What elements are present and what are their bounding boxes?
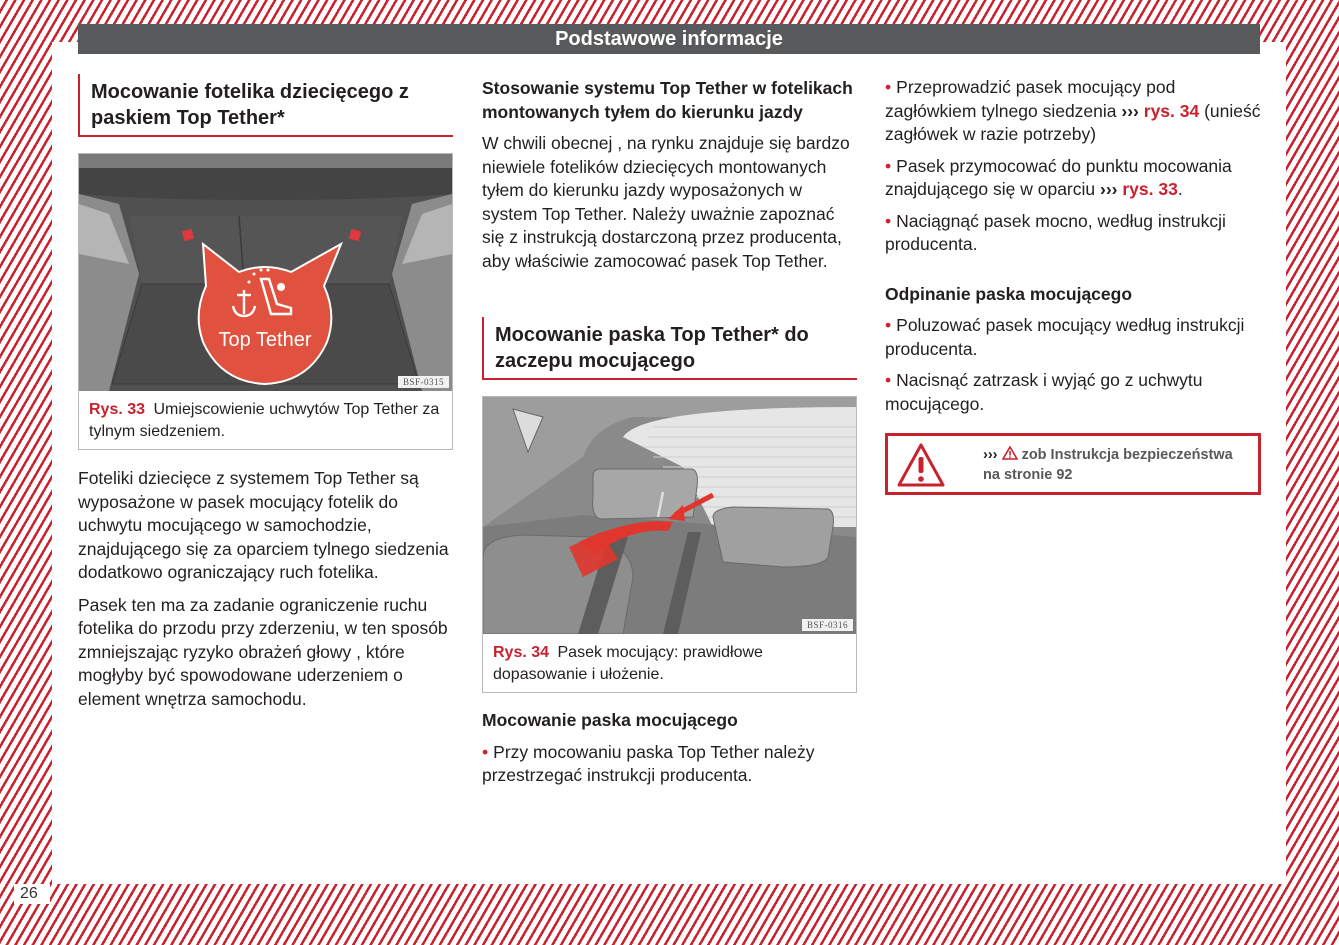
- page-number: 26: [14, 884, 50, 904]
- figure-33: [78, 153, 453, 450]
- bullet-item-loosen: • Poluzować pasek mocujący według instrukcji producenta.: [885, 314, 1261, 361]
- figure-34-code: BSF-0316: [802, 619, 853, 631]
- column-3: [885, 74, 1261, 495]
- column-1: [78, 74, 453, 711]
- figure-ref-link[interactable]: rys. 34: [1143, 100, 1200, 121]
- paragraph: Foteliki dziecięce z systemem Top Tether są wyposażone w pasek mocujący fotelik do uchwytu mocującego w samochodzie, znajdującego się za oparciem tylnego siedzenia dodatkowo ograniczający ruch fotelika.: [78, 468, 449, 582]
- bullet-item-route-strap: • Przeprowadzić pasek mocujący pod zagłówkiem tylnego siedzenia ››› rys. 34 (unieść zagłówek w razie potrzeby): [885, 76, 1261, 147]
- warning-triangle-icon: [896, 442, 946, 488]
- bullet-item: • Przy mocowaniu paska Top Tether należy przestrzegać instrukcji producenta.: [482, 741, 857, 788]
- figure-34-caption: [483, 634, 856, 692]
- figure-34-caption-text: Pasek mocujący: prawidłowe dopasowanie i ułożenie.: [493, 644, 763, 683]
- trunk-illustration: [79, 154, 452, 391]
- section-heading-child-seat: Mocowanie fotelika dziecięcego z paskiem Top Tether*: [78, 74, 453, 137]
- figure-34-image: [483, 397, 856, 634]
- subheading-detach-strap: Odpinanie paska mocującego: [885, 283, 1133, 304]
- bullet-item-attach-point: • Pasek przymocować do punktu mocowania znajdującego się w oparciu ››› rys. 33.: [885, 155, 1261, 202]
- paragraph: W chwili obecnej , na rynku znajduje się bardzo niewiele fotelików dziecięcych montowanych tyłem do kierunku jazdy wyposażonych w system Top Tether. Należy uważnie zapoznać się z instrukcją dostarczoną przez producenta, aby właściwie zamocować pasek Top Tether.: [482, 133, 850, 271]
- figure-34: [482, 396, 857, 693]
- figure-33-caption: [79, 391, 452, 449]
- subheading-attaching-strap: Mocowanie paska mocującego: [482, 710, 738, 730]
- paragraph: Pasek ten ma za zadanie ograniczenie ruchu fotelika do przodu przy zderzeniu, w ten sposób zmniejszając ryzyko obrażeń głowy , które mogłyby być spowodowane uderzeniem o element wnętrza samochodu.: [78, 594, 448, 709]
- figure-33-caption-text: Umiejscowienie uchwytów Top Tether za tylnym siedzeniem.: [89, 401, 440, 440]
- cross-ref-arrow-icon: ›››: [1121, 100, 1139, 121]
- figure-34-label: Rys. 34: [493, 644, 550, 661]
- section-heading-attach-strap: Mocowanie paska Top Tether* do zaczepu mocującego: [482, 317, 857, 380]
- bullet-item-release: • Nacisnąć zatrzask i wyjąć go z uchwytu mocującego.: [885, 369, 1261, 416]
- column-2: [482, 74, 857, 788]
- figure-33-label: Rys. 33: [89, 401, 146, 418]
- figure-33-code: BSF-0315: [398, 376, 449, 388]
- page-header-bar: [78, 24, 1260, 54]
- safety-warning-box: [885, 433, 1261, 495]
- subheading-rear-facing: Stosowanie systemu Top Tether w fotelikach montowanych tyłem do kierunku jazdy: [482, 78, 853, 122]
- page-header-title: Podstawowe informacje: [555, 28, 783, 50]
- cross-ref-arrow-icon: ›››: [1100, 179, 1118, 199]
- small-warning-icon: [1002, 446, 1018, 460]
- rear-seat-illustration: [483, 397, 856, 634]
- svg-text:Top Tether: Top Tether: [218, 329, 312, 351]
- warning-reference-text[interactable]: ››› zob Instrukcja bezpieczeństwa na stronie 92: [983, 447, 1233, 483]
- figure-33-image: [79, 154, 452, 391]
- figure-ref-link[interactable]: rys. 33: [1122, 179, 1178, 199]
- cross-ref-arrow-icon: ›››: [983, 447, 998, 463]
- bullet-item-tighten: • Naciągnąć pasek mocno, według instrukcji producenta.: [885, 210, 1261, 257]
